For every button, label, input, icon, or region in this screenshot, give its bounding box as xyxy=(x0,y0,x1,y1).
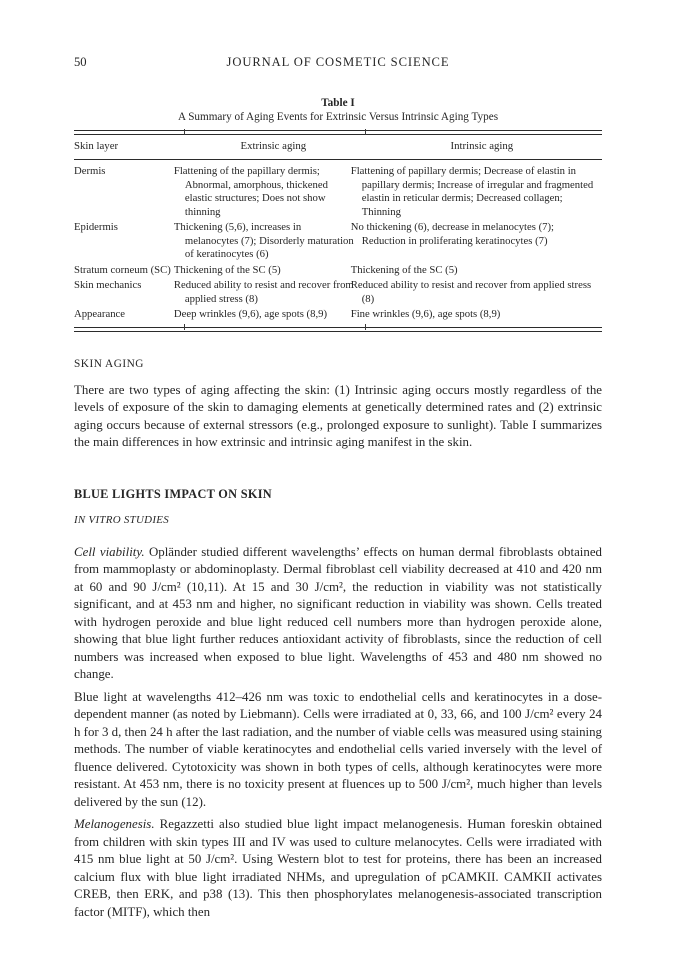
subheading-in-vitro-studies: IN VITRO STUDIES xyxy=(74,513,169,526)
column-divider-tick xyxy=(365,129,366,135)
cell-extrinsic: Reduced ability to resist and recover from applied stress (8) xyxy=(173,279,354,305)
running-head xyxy=(74,55,602,70)
aging-summary-table xyxy=(74,135,602,322)
table-block xyxy=(74,97,602,332)
paragraph-skin-aging: There are two types of aging affecting the skin: (1) Intrinsic aging occurs mostly regardless of the levels of exposure of the skin to damaging elements at genetically determined rates and (2) extrinsic aging occurs because of external stressors (e.g., prolonged exposure to sunlight). Table I summarizes the main differences in how extrinsic and intrinsic aging manifest in the skin. xyxy=(74,382,602,449)
section-heading-skin-aging: SKIN AGING xyxy=(74,357,144,370)
paragraph-melanogenesis xyxy=(74,816,602,921)
cell-skin-layer: Stratum corneum (SC) xyxy=(74,263,171,276)
cell-extrinsic: Thickening of the SC (5) xyxy=(173,263,281,276)
paragraph-text: Regazzetti also studied blue light impact melanogenesis. Human foreskin obtained from children with skin types III and IV was used to culture melanocytes. Cells were irradiated with 415 nm blue light at 50 J/cm². Using Western blot to test for proteins, there has been an increased calcium flux with blue light irradiated NHMs, and upregulation of pCAMKII. CAMKII activates CREB, then ERK, and p38 (13). This then phosphorylates melanogenesis-associated transcription factor (MITF), which then xyxy=(74,817,602,919)
table-label: Table I xyxy=(321,97,355,109)
table-row xyxy=(74,277,602,306)
column-header-skin-layer: Skin layer xyxy=(74,135,185,160)
table-row xyxy=(74,306,602,322)
paragraph-lead-melanogenesis: Melanogenesis. xyxy=(74,817,155,831)
paragraph-dose-response: Blue light at wavelengths 412–426 nm was toxic to endothelial cells and keratinocytes in a dose-dependent manner (as noted by Liebmann). Cells were irradiated at 0, 33, 66, and 100 J/cm² every 24 h for 3 d, then 24 h after the last radiation, and the number of viable cells was measured using staining methods. The number of viable keratinocytes and endothelial cells varied inversely with the level of fluence delivered. Cytotoxicity was shown in both types of cells, although keratinocytes were more resistant. At 453 nm, there is no toxicity present at fluences up to 500 J/cm², much higher than levels delivered by the sun (12). xyxy=(74,689,602,809)
table-header-row xyxy=(74,135,602,160)
cell-intrinsic: No thickening (6), decrease in melanocytes (7); Reduction in proliferating keratinocytes (7) xyxy=(350,221,555,247)
cell-intrinsic: Flattening of papillary dermis; Decrease of elastin in papillary dermis; Increase of irregular and fragmented elastin in reticular dermis; Decreased collagen; Thinning xyxy=(350,165,594,218)
column-header-extrinsic-aging: Extrinsic aging xyxy=(185,135,362,160)
cell-skin-layer: Dermis xyxy=(74,165,106,177)
cell-skin-layer: Skin mechanics xyxy=(74,279,142,291)
cell-intrinsic: Thickening of the SC (5) xyxy=(350,263,458,276)
table-row xyxy=(74,219,602,262)
column-divider-tick xyxy=(184,324,185,330)
cell-extrinsic: Thickening (5,6), increases in melanocytes (7); Disorderly maturation of keratinocytes (6) xyxy=(173,221,354,260)
column-divider-tick xyxy=(365,324,366,330)
table-row xyxy=(74,160,602,220)
table-container xyxy=(74,130,602,332)
journal-title: JOURNAL OF COSMETIC SCIENCE xyxy=(226,55,450,69)
table-caption: A Summary of Aging Events for Extrinsic Versus Intrinsic Aging Types xyxy=(177,111,499,123)
column-header-intrinsic-aging: Intrinsic aging xyxy=(362,135,602,160)
table-row xyxy=(74,262,602,278)
cell-intrinsic: Reduced ability to resist and recover from applied stress (8) xyxy=(350,279,592,305)
paragraph-cell-viability xyxy=(74,544,602,684)
section-heading-blue-lights: BLUE LIGHTS IMPACT ON SKIN xyxy=(74,486,272,501)
page-number: 50 xyxy=(74,55,87,69)
table-bottom-rule xyxy=(74,327,602,332)
cell-extrinsic: Flattening of the papillary dermis; Abnormal, amorphous, thickened elastic structures; Does not show thinning xyxy=(173,165,328,218)
cell-extrinsic: Deep wrinkles (9,6), age spots (8,9) xyxy=(173,308,328,320)
cell-skin-layer: Appearance xyxy=(74,308,126,320)
paragraph-text: Opländer studied different wavelengths’ effects on human dermal fibroblasts obtained from mammoplasty or abdominoplasty. Dermal fibroblast cell viability decreased at 410 and 420 nm at 60 and 90 J/cm² (10,11). At 15 and 30 J/cm², the reduction in viability was not statistically significant, and at 453 nm and higher, no significant reduction in viability was shown. Cells treated with hydrogen peroxide and blue light reduced cell numbers more than hydrogen peroxide alone, showing that blue light further reduces antioxidant activity of fibroblasts, since the reduction of cell numbers was increased when exposed to blue light. Wavelengths of 453 and 480 nm showed no change. xyxy=(74,544,602,681)
cell-intrinsic: Fine wrinkles (9,6), age spots (8,9) xyxy=(350,308,501,320)
cell-skin-layer: Epidermis xyxy=(74,221,118,233)
column-divider-tick xyxy=(184,129,185,135)
paragraph-lead-cell-viability: Cell viability. xyxy=(74,544,145,559)
